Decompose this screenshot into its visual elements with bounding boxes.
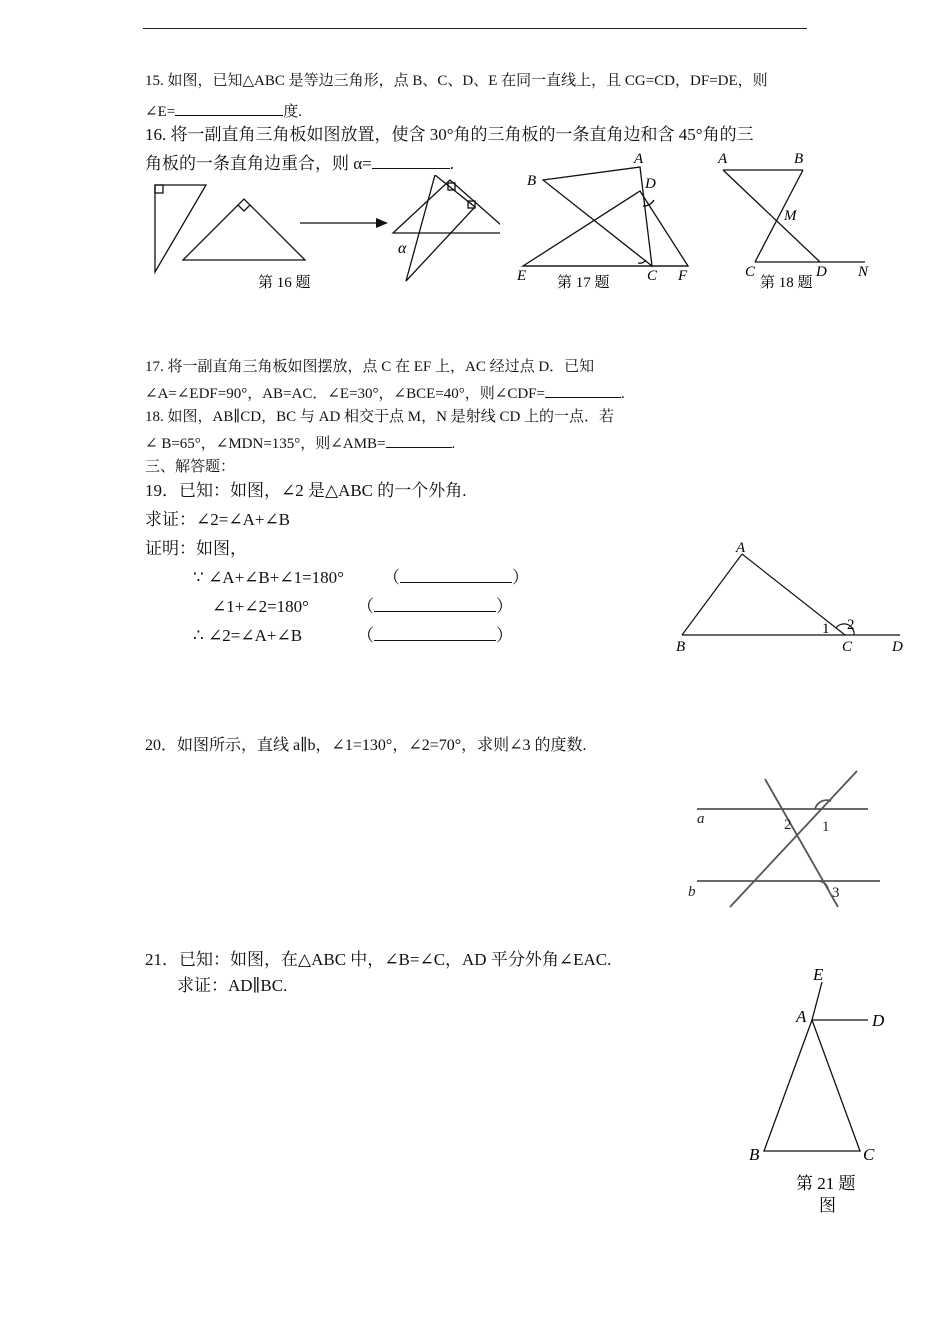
q19-reason3 [357,626,513,646]
q16-line2-text: 角板的一条直角边重合，则 α= [145,154,372,173]
label-D: D [872,1011,885,1030]
label-N: N [858,264,869,280]
q19-step1: ∵ ∠A+∠B+∠1=180° [193,568,344,587]
q19-line2: 求证：∠2=∠A+∠B [145,510,291,529]
q21-line1: 21．已知：如图，在△ABC 中，∠B=∠C，AD 平分外角∠EAC. [145,950,612,969]
q17-line2-text: ∠A=∠EDF=90°，AB=AC．∠E=30°，∠BCE=40°，则∠CDF= [145,386,545,402]
label-1: 1 [822,621,830,637]
label-E: E [813,965,824,984]
label-A: A [634,151,644,167]
fig21-caption-2: 图 [819,1196,836,1215]
q17-line2-end: . [620,386,625,402]
figure-21 [740,960,910,1220]
label-B: B [794,151,804,167]
side-AC [742,554,845,635]
label-D: D [816,264,827,280]
label-E: E [517,268,527,284]
label-F: F [678,268,688,284]
q15-line1: 15. 如图，已知△ABC 是等边三角形，点 B、C、D、E 在同一直线上，且 CG=CD，DF=DE，则 [145,73,768,89]
q17-line1: 17. 将一副直角三角板如图摆放，点 C 在 EF 上，AC 经过点 D．已知 [145,359,595,375]
q18-line1: 18. 如图，AB∥CD，BC 与 AD 相交于点 M，N 是射线 CD 上的一点．若 [145,409,615,425]
label-C: C [647,268,658,284]
figure-19 [670,535,915,660]
triangle-ABC [764,1020,860,1151]
fig21-caption-1: 第 21 题 [796,1174,856,1193]
side-AB [682,554,742,635]
label-A: A [718,151,728,167]
label-A: A [796,1007,807,1026]
q15-prefix: ∠E= [145,104,176,120]
q19-reason2 [357,597,513,617]
paren-open: （ [357,597,374,616]
ray-AE [812,982,822,1020]
q19-line1: 19．已知：如图，∠2 是△ABC 的一个外角. [145,481,467,500]
set-square-30 [155,185,206,272]
arrow [300,218,388,228]
q20-text: 20．如图所示，直线 a∥b，∠1=130°，∠2=70°，求则∠3 的度数. [145,737,587,754]
q18-line2 [145,433,455,453]
set-square-45 [183,199,305,260]
figure-20 [685,765,885,915]
q16-line1: 16. 将一副直角三角板如图放置，使含 30°角的三角板的一条直角边和含 45°角的三 [145,125,754,144]
paren-open: （ [383,568,400,587]
paren-close: ） [496,626,513,645]
label-D: D [645,176,656,192]
label-M: M [784,208,797,224]
paren-open: （ [357,626,374,645]
q17-line2 [145,383,625,403]
q15-answer-blank[interactable] [175,101,283,116]
fig18-caption: 第 18 题 [760,275,813,291]
q19-step2: ∠1+∠2=180° [212,597,309,616]
q15-line2 [145,101,302,121]
line-AD [723,170,820,262]
combined-set-squares [393,175,500,281]
label-2: 2 [784,817,792,833]
label-C: C [863,1145,875,1164]
header-rule [143,28,807,29]
q21-line2: 求证：AD∥BC. [177,976,288,995]
q19-reason2-blank[interactable] [374,597,496,612]
q18-line2-text: ∠ B=65°，∠MDN=135°，则∠AMB= [145,436,386,452]
label-A: A [736,540,746,556]
q19-reason1 [383,568,529,588]
label-C: C [745,264,756,280]
label-B: B [749,1145,760,1164]
q19-reason1-blank[interactable] [400,568,512,583]
figure-17 [510,148,700,293]
q16-answer-blank[interactable] [372,154,450,169]
paren-close: ） [512,568,529,587]
paren-close: ） [496,597,513,616]
q19-step3: ∴ ∠2=∠A+∠B [193,626,303,645]
q19-line3: 证明：如图， [145,539,247,558]
alpha-label: α [398,240,407,257]
triangle-ABC [543,167,652,266]
section-title: 三、解答题： [145,459,236,475]
q15-suffix: 度. [283,104,302,120]
label-2: 2 [847,617,855,633]
label-C: C [842,639,853,655]
q16-line2 [145,154,454,174]
label-D: D [892,639,903,655]
label-a: a [697,811,705,827]
q16-line2-end: . [449,154,454,173]
label-B: B [676,639,686,655]
figure-18 [710,148,890,293]
q19-reason3-blank[interactable] [374,626,496,641]
q18-answer-blank[interactable] [386,433,452,448]
label-B: B [527,173,537,189]
label-1: 1 [822,819,830,835]
angle-mark-C [638,260,646,263]
label-3: 3 [832,885,840,901]
figure-16 [140,175,500,300]
fig16-caption: 第 16 题 [258,275,311,291]
q18-line2-end: . [451,436,456,452]
fig17-caption: 第 17 题 [557,275,610,291]
label-b: b [688,884,696,900]
q17-answer-blank[interactable] [545,383,621,398]
